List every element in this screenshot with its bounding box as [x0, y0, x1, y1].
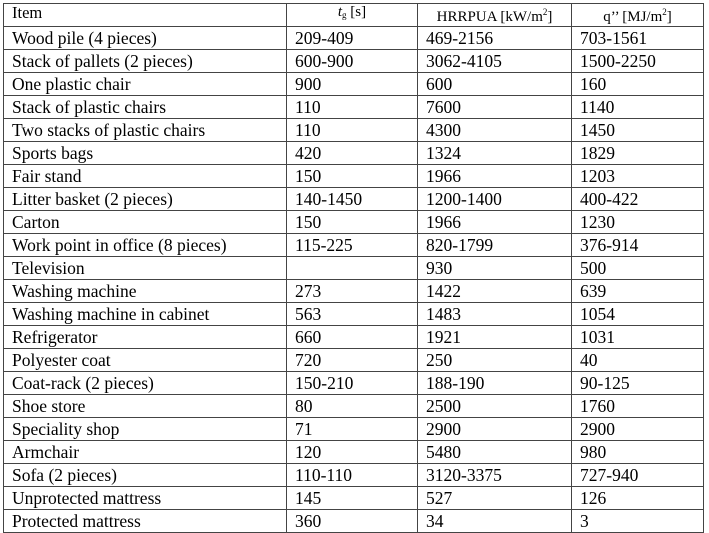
table-row: [4, 234, 704, 257]
cell-hrrpua: 1966: [418, 211, 572, 234]
cell-hrrpua: 600: [418, 73, 572, 96]
cell-fire-load: 160: [572, 73, 704, 96]
cell-item: Stack of plastic chairs: [4, 96, 287, 119]
cell-ignition-time: 80: [287, 395, 418, 418]
header-q-close: ]: [666, 9, 672, 25]
table-row: [4, 119, 704, 142]
cell-item: Litter basket (2 pieces): [4, 188, 287, 211]
table-row: [4, 165, 704, 188]
cell-fire-load: 1500-2250: [572, 50, 704, 73]
cell-ignition-time: 110-110: [287, 464, 418, 487]
table-row: [4, 510, 704, 533]
header-tg-symbol: t: [337, 4, 343, 20]
cell-item: Wood pile (4 pieces): [4, 27, 287, 50]
cell-fire-load: 1230: [572, 211, 704, 234]
cell-item: Two stacks of plastic chairs: [4, 119, 287, 142]
fire-data-table-container: [3, 3, 703, 533]
header-hrrpua-superscript: 2: [542, 7, 548, 17]
cell-item: Armchair: [4, 441, 287, 464]
cell-hrrpua: 3062-4105: [418, 50, 572, 73]
cell-item: Washing machine in cabinet: [4, 303, 287, 326]
table-row: [4, 257, 704, 280]
header-item: Item: [4, 4, 287, 27]
table-row: [4, 372, 704, 395]
table-row: [4, 326, 704, 349]
cell-ignition-time: 110: [287, 119, 418, 142]
cell-hrrpua: 3120-3375: [418, 464, 572, 487]
cell-ignition-time: 115-225: [287, 234, 418, 257]
cell-hrrpua: 2900: [418, 418, 572, 441]
cell-hrrpua: 4300: [418, 119, 572, 142]
table-row: [4, 27, 704, 50]
table-row: [4, 303, 704, 326]
cell-hrrpua: 1422: [418, 280, 572, 303]
cell-item: Washing machine: [4, 280, 287, 303]
table-row: [4, 188, 704, 211]
cell-hrrpua: 5480: [418, 441, 572, 464]
cell-fire-load: 1054: [572, 303, 704, 326]
cell-fire-load: 1203: [572, 165, 704, 188]
cell-ignition-time: 140-1450: [287, 188, 418, 211]
header-tg-subscript: g: [342, 10, 347, 20]
cell-fire-load: 40: [572, 349, 704, 372]
cell-item: Coat-rack (2 pieces): [4, 372, 287, 395]
cell-hrrpua: 1966: [418, 165, 572, 188]
cell-ignition-time: 563: [287, 303, 418, 326]
cell-ignition-time: 145: [287, 487, 418, 510]
cell-fire-load: 727-940: [572, 464, 704, 487]
cell-item: Sofa (2 pieces): [4, 464, 287, 487]
cell-hrrpua: 527: [418, 487, 572, 510]
table-row: [4, 464, 704, 487]
cell-fire-load: 980: [572, 441, 704, 464]
cell-hrrpua: 1324: [418, 142, 572, 165]
cell-fire-load: 1140: [572, 96, 704, 119]
cell-hrrpua: 1921: [418, 326, 572, 349]
header-q-superscript: 2: [662, 7, 667, 17]
header-hrrpua-label: HRRPUA [kW/m: [436, 9, 543, 25]
table-row: [4, 349, 704, 372]
cell-ignition-time: 360: [287, 510, 418, 533]
cell-item: One plastic chair: [4, 73, 287, 96]
cell-ignition-time: 150: [287, 211, 418, 234]
cell-hrrpua: 250: [418, 349, 572, 372]
cell-hrrpua: 188-190: [418, 372, 572, 395]
cell-item: Speciality shop: [4, 418, 287, 441]
table-row: [4, 441, 704, 464]
header-tg-unit: [s]: [346, 4, 367, 20]
cell-fire-load: 1829: [572, 142, 704, 165]
table-row: [4, 280, 704, 303]
cell-fire-load: 2900: [572, 418, 704, 441]
cell-item: Television: [4, 257, 287, 280]
cell-item: Sports bags: [4, 142, 287, 165]
cell-item: Shoe store: [4, 395, 287, 418]
cell-hrrpua: 1483: [418, 303, 572, 326]
cell-item: Work point in office (8 pieces): [4, 234, 287, 257]
cell-hrrpua: 7600: [418, 96, 572, 119]
cell-fire-load: 3: [572, 510, 704, 533]
cell-fire-load: 126: [572, 487, 704, 510]
cell-ignition-time: 150: [287, 165, 418, 188]
table-row: [4, 96, 704, 119]
table-row: [4, 73, 704, 96]
cell-item: Unprotected mattress: [4, 487, 287, 510]
cell-ignition-time: 71: [287, 418, 418, 441]
header-fire-load: [572, 4, 704, 27]
cell-hrrpua: 2500: [418, 395, 572, 418]
table-body: [4, 27, 704, 533]
cell-fire-load: 639: [572, 280, 704, 303]
table-row: [4, 418, 704, 441]
table-row: [4, 395, 704, 418]
header-ignition-time: [287, 4, 418, 27]
cell-item: Stack of pallets (2 pieces): [4, 50, 287, 73]
cell-fire-load: 376-914: [572, 234, 704, 257]
cell-fire-load: 703-1561: [572, 27, 704, 50]
cell-ignition-time: 150-210: [287, 372, 418, 395]
cell-item: Polyester coat: [4, 349, 287, 372]
cell-ignition-time: [287, 257, 418, 280]
table-row: [4, 211, 704, 234]
cell-fire-load: 1760: [572, 395, 704, 418]
cell-hrrpua: 34: [418, 510, 572, 533]
header-hrrpua: [418, 4, 572, 27]
cell-ignition-time: 900: [287, 73, 418, 96]
cell-ignition-time: 120: [287, 441, 418, 464]
table-row: [4, 142, 704, 165]
cell-fire-load: 1450: [572, 119, 704, 142]
cell-fire-load: 90-125: [572, 372, 704, 395]
cell-ignition-time: 420: [287, 142, 418, 165]
table-row: [4, 50, 704, 73]
cell-ignition-time: 110: [287, 96, 418, 119]
header-hrrpua-close: ]: [547, 9, 553, 25]
cell-item: Fair stand: [4, 165, 287, 188]
cell-fire-load: 500: [572, 257, 704, 280]
cell-item: Carton: [4, 211, 287, 234]
cell-hrrpua: 930: [418, 257, 572, 280]
cell-hrrpua: 820-1799: [418, 234, 572, 257]
cell-ignition-time: 720: [287, 349, 418, 372]
cell-item: Refrigerator: [4, 326, 287, 349]
table-header-row: [4, 4, 704, 27]
header-q-label: q’’ [MJ/m: [603, 9, 663, 25]
cell-item: Protected mattress: [4, 510, 287, 533]
table-row: [4, 487, 704, 510]
cell-fire-load: 1031: [572, 326, 704, 349]
cell-fire-load: 400-422: [572, 188, 704, 211]
cell-hrrpua: 469-2156: [418, 27, 572, 50]
cell-ignition-time: 660: [287, 326, 418, 349]
cell-ignition-time: 600-900: [287, 50, 418, 73]
fire-data-table: [3, 3, 704, 533]
cell-ignition-time: 209-409: [287, 27, 418, 50]
cell-ignition-time: 273: [287, 280, 418, 303]
cell-hrrpua: 1200-1400: [418, 188, 572, 211]
